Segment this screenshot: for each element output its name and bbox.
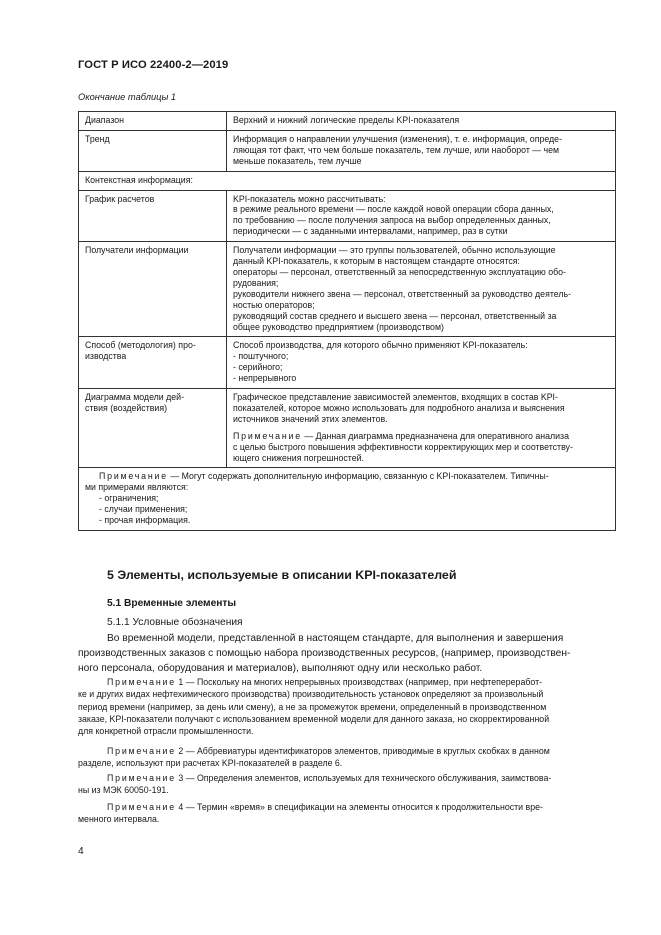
note-4: Примечание 4 — Термин «время» в спецификации на элементы относится к продолжительности вре- менного интервала. <box>78 802 543 825</box>
section-heading: 5 Элементы, используемые в описании KPI-показателей <box>107 568 457 582</box>
note-label: Примечание <box>99 471 168 482</box>
row-label: Получатели информации <box>79 242 227 337</box>
table-caption: Окончание таблицы 1 <box>78 92 177 102</box>
note-label: Примечание <box>107 677 176 687</box>
standard-header: ГОСТ Р ИСО 22400-2—2019 <box>78 59 229 71</box>
context-info-row: Контекстная информация: <box>79 171 616 190</box>
table-row <box>79 337 616 389</box>
table-row <box>79 468 616 531</box>
row-label: Диапазон <box>79 112 227 131</box>
table-row <box>79 389 616 468</box>
row-label: График расчетов <box>79 190 227 242</box>
table-row <box>79 112 616 131</box>
body-paragraph: Во временной модели, представленной в настоящем стандарте, для выполнения и завершения производственных заказов с помощью набора производственных ресурсов, (например, производствен- ного персонала, оборудования и материалов), выполняют одну или несколько работ. <box>78 633 571 674</box>
row-value: Верхний и нижний логические пределы KPI-показателя <box>227 112 616 131</box>
list-item: - прочая информация. <box>99 515 191 526</box>
kpi-table <box>78 111 616 531</box>
subsection-heading: 5.1 Временные элементы <box>107 598 237 609</box>
note-2: Примечание 2 — Аббревиатуры идентификаторов элементов, приводимые в круглых скобках в данном разделе, используют при расчетах KPI-показателей в разделе 6. <box>78 746 550 769</box>
table-row <box>79 242 616 337</box>
row-value: Способ производства, для которого обычно применяют KPI-показатель: - поштучного; - серийного; - непрерывного <box>227 337 616 389</box>
table-row <box>79 171 616 190</box>
row-label: Диаграмма модели дей- ствия (воздействия) <box>79 389 227 468</box>
row-label: Тренд <box>79 130 227 171</box>
note-3: Примечание 3 — Определения элементов, используемых для технического обслуживания, заимствова- ны из МЭК 60050-191. <box>78 773 552 796</box>
list-item: - случаи применения; <box>99 504 188 515</box>
note-label: Примечание <box>107 746 176 756</box>
note-label: Примечание <box>233 430 302 441</box>
row-value: Графическое представление зависимостей элементов, входящих в состав KPI- показателей, которое можно использовать для подробного анализа и выяснения источников значений этих элементов. Примечание — Данная диаграмма предназначена для оперативного анализа с целью быстрого повышения эффективности корректирующих мер и соответству- ющего снижения погрешностей. <box>227 389 616 468</box>
table-row <box>79 190 616 242</box>
table-footnote: Примечание — Могут содержать дополнительную информацию, связанную с KPI-показателем. Типичны- ми примерами являются: - ограничения; - случаи применения; - прочая информация. <box>79 468 616 531</box>
list-item: - ограничения; <box>99 493 159 504</box>
note-label: Примечание <box>107 802 176 812</box>
row-value: KPI-показатель можно рассчитывать: в режиме реального времени — после каждой новой операции сбора данных, по требованию — после получения запроса на выбор определенных данных, периодически — с заданными интервалами, например, раз в сутки <box>227 190 616 242</box>
cell-note: Примечание — Данная диаграмма предназначена для оперативного анализа с целью быстрого повышения эффективности корректирующих мер и соответству- ющего снижения погрешностей. <box>233 430 573 463</box>
note-1: Примечание 1 — Поскольку на многих непрерывных производствах (например, при нефтепереработ- ке и других видах нефтехимического производства) производительность установок определяют за произвольный период времени (например, за день или смену), а не за промежуток времени, определенный в производственном заказе, KPI-показатели получают с использованием временной модели для данного заказа, но скорректированной для конкретной отрасли промышленности. <box>78 677 550 737</box>
note-label: Примечание <box>107 773 176 783</box>
row-value: Получатели информации — это группы пользователей, обычно использующие данный KPI-показатель, к которым в настоящем стандарте относятся: операторы — персонал, ответственный за непосредственную эксплуатацию обо- рудования; руководители нижнего звена — персонал, ответственный за руководство деятель- ностью операторов; руководящий состав среднего и высшего звена — персонал, ответственный за общее руководство предприятием (производством) <box>227 242 616 337</box>
row-label: Способ (методология) про- изводства <box>79 337 227 389</box>
page-number: 4 <box>78 846 84 857</box>
table-row <box>79 130 616 171</box>
subsubsection-heading: 5.1.1 Условные обозначения <box>107 617 243 628</box>
row-value: Информация о направлении улучшения (изменения), т. е. информация, опреде- ляющая тот факт, что чем больше показатель, тем лучше, или наоборот — чем меньше показатель, тем лучше <box>227 130 616 171</box>
